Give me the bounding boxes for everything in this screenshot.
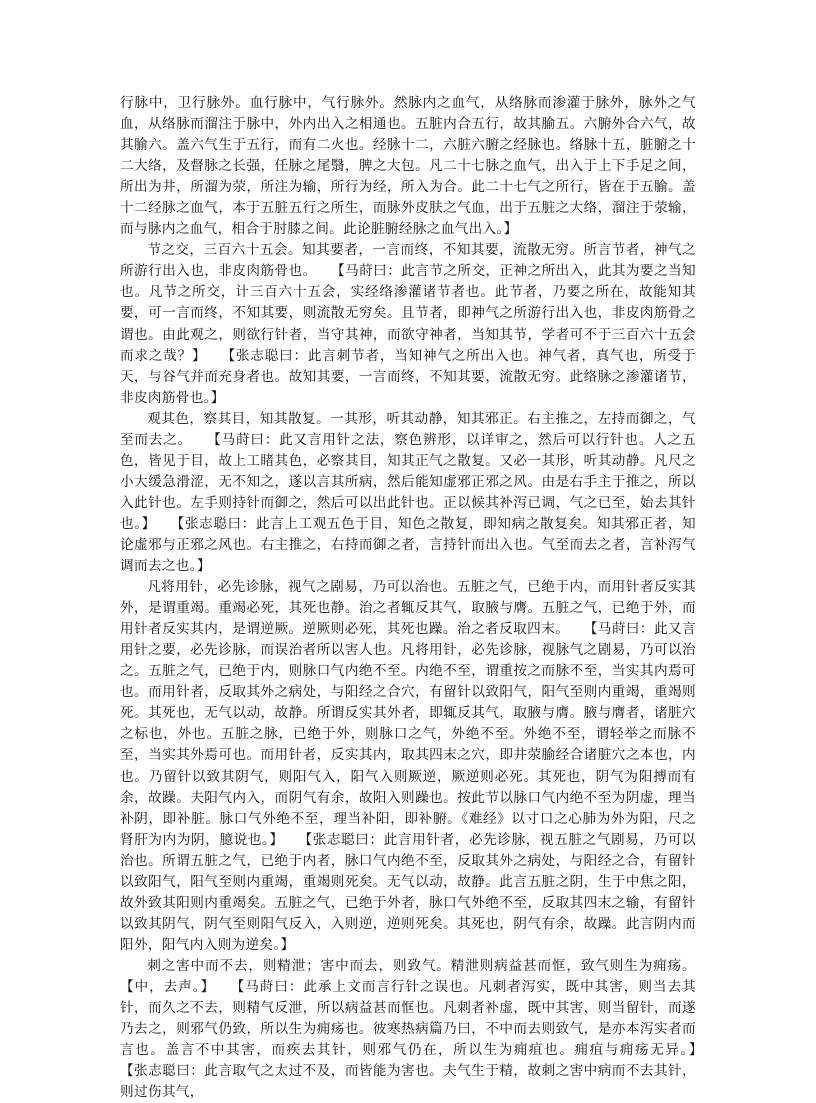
paragraph-2: 节之交，三百六十五会。知其要者，一言而终，不知其要，流散无穷。所言节者，神气之所游行出入也，非皮肉筋骨也。 【马莳曰：此言节之所交，正神之所出入，此其为要之当知也。凡节之所交，计三百六十五会，实经络渗灌诸节者也。此节者，乃要之所在，故能知其要，可一言而终，不知其要，则流散无穷矣。且节者，即神气之所游行出入也，非皮肉筋骨之谓也。由此观之，则欲行针者，当守其神，而欲守神者，当知其节，学者可不于三百六十五会而求之哉？】 【张志聪曰：此言刺节者，当知神气之所出入也。神气者，真气也，所受于天，与谷气并而充身者也。故知其要，一言而终，不知其要，流散无穷。此络脉之渗灌诸节，非皮肉筋骨也。】 [120,242,696,406]
paragraph-1: 行脉中，卫行脉外。血行脉中，气行脉外。然脉内之血气，从络脉而渗灌于脉外，脉外之气血，从络脉而溜注于脉中，外内出入之相通也。五脏内合五行，故其腧五。六腑外合六气，故其腧六。盖六气生于五行，而有二火也。经脉十二，六脏六腑之经脉也。络脉十五，脏腑之十二大络，及督脉之长强，任脉之尾翳，脾之大包。凡二十七脉之血气，出入于上下手足之间，所出为井，所溜为荥，所注为输，所行为经，所入为合。此二十七气之所行，皆在于五腧。盖十二经脉之血气，本于五脏五行之所生，而脉外皮肤之气血，出于五脏之大络，溜注于荥输，而与脉内之血气，相合于肘膝之间。此论脏腑经脉之血气出入。】 [120,95,696,238]
paragraph-3: 观其色，察其目，知其散复。一其形，听其动静，知其邪正。右主推之，左持而御之，气至而去之。 【马莳曰：此又言用针之法，察色辨形，以详审之，然后可以行针也。人之五色，皆见于目，故上工睹其色，必察其目，知其正气之散复。又必一其形，听其动静。凡尺之小大缓急滑涩，无不知之，遂以言其所病，然后能知虚邪正邪之风。由是右手主于推之，所以入此针也。左手则持针而御之，然后可以出此针也。正以候其补泻已调，气之已至，始去其针也。】 【张志聪曰：此言上工观五色于目，知色之散复，即知病之散复矣。知其邪正者，知论虚邪与正邪之风也。右主推之，右持而御之者，言持针而出入也。气至而去之者，言补泻气调而去之也。】 [120,410,696,575]
paragraph-5: 刺之害中而不去，则精泄；害中而去，则致气。精泄则病益甚而恇，致气则生为痈疡。【中，去声。】 【马莳曰：此承上文而言行针之误也。凡刺者泻实，既中其害，则当去其针，而久之不去，则精气反泄，所以病益甚而恇也。凡刺者补虚，既中其害，则当留针，而遂乃去之，则邪气仍致，所以生为痈疡也。彼寒热病篇乃曰，不中而去则致气，是亦本泻实者而言也。盖言不中其害，而疾去其针，则邪气仍在，所以生为痈疽也。痈疽与痈疡无异。】 【张志聪曰：此言取气之太过不及，而皆能为害也。夫气生于精，故刺之害中病而不去其针，则过伤其气， [120,957,724,1101]
document-page [120,93,724,1103]
paragraph-4: 凡将用针，必先诊脉，视气之剧易，乃可以治也。五脏之气，已绝于内，而用针者反实其外，是谓重竭。重竭必死，其死也静。治之者辄反其气，取腋与膺。五脏之气，已绝于外，而用针者反实其内，是谓逆厥。逆厥则必死，其死也躁。治之者反取四末。 【马莳曰：此又言用针之要，必先诊脉，而误治者所以害人也。凡将用针，必先诊脉，视脉气之剧易，乃可以治之。五脏之气，已绝于内，则脉口气内绝不至。内绝不至，谓重按之而脉不至，当实其内焉可也。而用针者，反取其外之病处，与阳经之合穴，有留针以致阳气，阳气至则内重竭，重竭则死。其死也，无气以动，故静。所谓反实其外者，即辄反其气，取腋与膺。腋与膺者，诸脏穴之标也，外也。五脏之脉，已绝于外，则脉口之气，外绝不至。外绝不至，谓轻举之而脉不至，当实其外焉可也。而用针者，反实其内，取其四末之穴，即井荥腧经合诸脏穴之本也，内也。乃留针以致其阴气，则阳气入，阳气入则厥逆，厥逆则必死。其死也，阴气为阳搏而有余，故躁。夫阳气内入，而阴气有余，故阳入则躁也。按此节以脉口气内绝不至为阴虚，理当补阴，即补脏。脉口气外绝不至，理当补阳，即补腑。《难经》以寸口之心肺为外为阳，尺之肾肝为内为阴，臆说也。】 【张志聪曰：此言用针者，必先诊脉，视五脏之气剧易，乃可以治也。所谓五脏之气，已绝于内者，脉口气内绝不至，反取其外之病处，与阳经之合，有留针以致阳气，阳气至则内重竭，重竭则死矣。无气以动，故静。此言五脏之阴，生于中焦之阳，故外致其阳则内重竭矣。五脏之气，已绝于外者，脉口气外绝不至，反取其四末之输，有留针以致其阴气，阴气至则阳气反入，入则逆，逆则死矣。其死也，阴气有余，故躁。此言阴内而阳外，阳气内入则为逆矣。】 [120,579,696,953]
